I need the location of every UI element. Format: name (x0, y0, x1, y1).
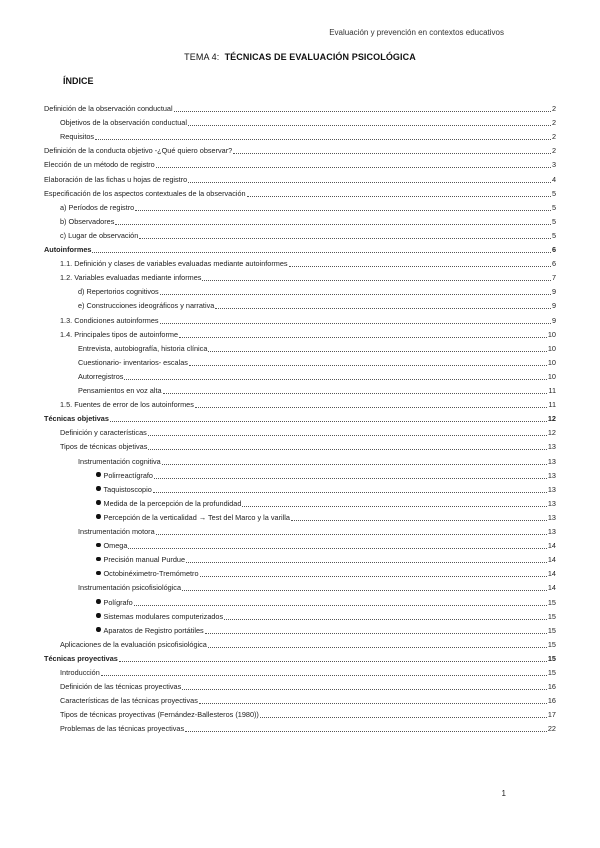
dot-leader (208, 647, 547, 648)
toc-entry-text: Sistemas modulares computerizados (103, 611, 224, 621)
dot-leader (195, 407, 548, 408)
toc-entry[interactable] (96, 596, 556, 608)
toc-entry-title (78, 527, 155, 537)
toc-entry-page: 13 (547, 498, 556, 508)
toc-entry-text: Características de las técnicas proyectivas (60, 696, 198, 706)
dot-leader (205, 633, 547, 634)
toc-entry[interactable] (78, 455, 556, 467)
bullet-icon (96, 571, 101, 576)
toc-entry[interactable] (44, 158, 556, 170)
toc-entry[interactable] (60, 694, 556, 706)
toc-entry-text: Polígrafo (103, 597, 133, 607)
toc-entry-page: 13 (547, 442, 556, 452)
toc-entry-title (44, 654, 118, 664)
title-prefix: TEMA 4: (184, 52, 220, 62)
dot-leader (119, 661, 547, 662)
toc-entry-text: Técnicas proyectivas (44, 653, 118, 663)
toc-entry-page: 5 (551, 202, 556, 212)
toc-entry-page: 15 (547, 653, 556, 663)
toc-entry-page: 16 (547, 696, 556, 706)
toc-entry-text: Problemas de las técnicas proyectivas (60, 724, 185, 734)
toc-entry-title (60, 710, 259, 720)
toc-entry-page: 13 (547, 512, 556, 522)
toc-entry[interactable] (44, 187, 556, 199)
toc-entry-page: 10 (547, 343, 556, 353)
toc-entry-text: 1.4. Principales tipos de autoinforme (60, 329, 179, 339)
toc-entry-text: Tipos de técnicas objetivas (60, 442, 148, 452)
dot-leader (242, 506, 546, 507)
toc-entry-page: 15 (547, 668, 556, 677)
toc-entry-title (60, 640, 207, 650)
toc-entry[interactable] (78, 356, 556, 368)
toc-entry[interactable] (96, 469, 556, 481)
toc-entry-title (78, 344, 207, 354)
toc-entry-page: 15 (547, 639, 556, 649)
toc-entry-title (60, 400, 194, 410)
toc-entry-text: Elaboración de las fichas u hojas de registro (44, 174, 188, 184)
toc-entry-page: 10 (547, 371, 556, 381)
toc-entry-page: 13 (547, 484, 556, 494)
toc-entry[interactable] (96, 624, 556, 636)
dot-leader (110, 421, 547, 422)
toc-entry[interactable] (60, 215, 556, 227)
toc-entry-page: 10 (547, 357, 556, 367)
toc-entry-page: 6 (551, 245, 556, 254)
toc-entry-text: c) Lugar de observación (60, 230, 139, 240)
toc-entry-text: 1.3. Condiciones autoinformes (60, 315, 159, 325)
toc-entry-text: Autorregistros (78, 371, 124, 381)
toc-entry-page: 5 (551, 188, 556, 198)
toc-entry[interactable] (60, 722, 556, 734)
bullet-icon (96, 514, 101, 519)
toc-entry[interactable] (96, 511, 556, 523)
dot-leader (179, 337, 547, 338)
toc-entry[interactable] (60, 328, 556, 340)
toc-entry-title (60, 696, 198, 706)
dot-leader (95, 139, 551, 140)
toc-entry[interactable] (96, 483, 556, 495)
toc-entry[interactable] (44, 144, 556, 156)
toc-entry-text: Tipos de técnicas proyectivas (Fernández-Ballesteros (1980)) (60, 710, 259, 720)
toc-entry-text: a) Períodos de registro (60, 202, 135, 212)
toc-entry[interactable] (60, 201, 556, 213)
toc-entry-title (60, 231, 138, 241)
toc-entry-text: Aplicaciones de la evaluación psicofisiológica (60, 639, 207, 649)
toc-entry-title (44, 189, 246, 199)
dot-leader (156, 534, 547, 535)
bullet-icon (96, 557, 101, 562)
toc-entry-text: Técnicas objetivas (44, 414, 109, 424)
toc-entry-text: Introducción (60, 668, 100, 677)
dot-leader (289, 266, 551, 267)
toc-entry-title (60, 668, 100, 678)
toc-entry-page: 17 (547, 710, 556, 720)
dot-leader (139, 238, 551, 239)
toc-entry-text: Elección de un método de registro (44, 160, 155, 170)
toc-entry-title (44, 414, 109, 424)
toc-entry-text: 1.1. Definición y clases de variables evaluadas mediante autoinformes (60, 259, 288, 269)
toc-entry-text: Entrevista, autobiografía, historia clínica (78, 343, 208, 353)
dot-leader (162, 464, 547, 465)
toc-entry-title (44, 175, 187, 185)
toc-entry[interactable] (60, 130, 556, 142)
toc-entry-title (60, 203, 134, 213)
toc-entry-title (60, 682, 181, 692)
dot-leader (124, 379, 546, 380)
toc-entry-title (60, 132, 94, 142)
toc-entry-text: Especificación de los aspectos contextuales de la observación (44, 188, 246, 198)
toc-entry-page: 7 (551, 273, 556, 283)
dot-leader (153, 492, 547, 493)
toc-entry-title (60, 330, 178, 340)
bullet-icon (96, 613, 101, 618)
dot-leader (224, 619, 547, 620)
toc-entry-page: 22 (547, 724, 556, 734)
dot-leader (189, 365, 547, 366)
bullet-icon (96, 599, 101, 604)
toc-entry-text: Cuestionario- inventarios- escalas (78, 357, 188, 367)
toc-entry-title (96, 541, 127, 551)
toc-entry-title (96, 569, 199, 579)
bullet-icon (96, 500, 101, 505)
toc-entry[interactable] (60, 398, 556, 410)
toc-entry-title (78, 287, 159, 297)
toc-entry-page: 5 (551, 230, 556, 240)
toc-entry[interactable] (60, 680, 556, 692)
toc-entry-page: 15 (547, 611, 556, 621)
dot-leader (188, 182, 551, 183)
toc-entry[interactable] (60, 271, 556, 283)
bullet-icon (96, 486, 101, 491)
toc-entry[interactable] (96, 539, 556, 551)
toc-entry[interactable] (60, 426, 556, 438)
toc-entry-page: 9 (551, 315, 556, 325)
toc-entry-text: Autoinformes (44, 245, 92, 254)
toc-entry-text: e) Construcciones ideográficos y narrativa (78, 301, 215, 311)
dot-leader (148, 449, 547, 450)
toc-entry-page: 4 (551, 174, 556, 184)
toc-entry-page: 16 (547, 682, 556, 692)
toc-entry-title (60, 724, 184, 734)
toc-entry[interactable] (78, 370, 556, 382)
dot-leader (154, 478, 547, 479)
toc-entry-title (60, 316, 159, 326)
toc-entry-page: 5 (551, 216, 556, 226)
toc-entry[interactable] (96, 610, 556, 622)
toc-entry-page: 13 (547, 456, 556, 466)
toc-entry-page: 6 (551, 259, 556, 269)
toc-entry-title (44, 104, 173, 114)
toc-entry-page: 2 (551, 104, 556, 113)
index-heading: ÍNDICE (63, 76, 94, 86)
toc-entry-page: 14 (547, 555, 556, 565)
toc-entry[interactable] (60, 666, 556, 678)
toc-entry[interactable] (60, 440, 556, 452)
toc-entry[interactable] (60, 708, 556, 720)
toc-entry-title (96, 485, 152, 495)
toc-entry-page: 3 (551, 160, 556, 170)
toc-entry-title (44, 160, 155, 170)
toc-entry-title (44, 146, 232, 156)
dot-leader (101, 675, 547, 676)
toc-entry-text: Requisitos (60, 132, 95, 142)
toc-entry-page: 12 (547, 414, 556, 424)
dot-leader (199, 703, 547, 704)
toc-entry[interactable] (96, 553, 556, 565)
toc-entry-text: Precisión manual Purdue (103, 555, 186, 565)
dot-leader (215, 308, 551, 309)
toc-entry[interactable] (44, 102, 556, 114)
dot-leader (260, 717, 547, 718)
dot-leader (188, 125, 551, 126)
toc-entry[interactable] (78, 525, 556, 537)
toc-entry-page: 13 (547, 527, 556, 536)
toc-entry-title (96, 612, 223, 622)
running-head: Evaluación y prevención en contextos educativos (329, 28, 504, 37)
toc-entry-page: 11 (548, 400, 556, 410)
toc-entry[interactable] (44, 652, 556, 664)
toc-entry[interactable] (78, 299, 556, 311)
toc-entry-text: Instrumentación motora (78, 527, 155, 536)
toc-entry-text: Instrumentación cognitiva (78, 456, 161, 466)
toc-entry-text: Objetivos de la observación conductual (60, 118, 187, 128)
toc-entry-text: Percepción de la verticalidad → Test del Marco y la varilla (103, 512, 290, 522)
toc-entry-text: Taquistoscopio (103, 484, 152, 494)
toc-entry[interactable] (78, 384, 556, 396)
toc-entry-title (60, 428, 147, 438)
dot-leader (134, 605, 547, 606)
page-title (0, 52, 600, 62)
dot-leader (200, 576, 547, 577)
toc-entry-text: Definición de la observación conductual (44, 104, 173, 113)
toc-entry-title (78, 583, 181, 593)
dot-leader (160, 294, 551, 295)
bullet-icon (96, 627, 101, 632)
toc-entry[interactable] (78, 285, 556, 297)
toc-entry-text: b) Observadores (60, 216, 115, 226)
toc-entry-title (78, 457, 161, 467)
toc-entry-text: Medida de la percepción de la profundidad (103, 498, 242, 508)
dot-leader (247, 196, 551, 197)
toc-entry-title (60, 273, 201, 283)
dot-leader (92, 252, 551, 253)
toc-entry[interactable] (60, 229, 556, 241)
toc-entry-text: Instrumentación psicofisiológica (78, 583, 182, 593)
dot-leader (182, 689, 547, 690)
toc-entry-page: 15 (547, 597, 556, 607)
toc-entry[interactable] (78, 342, 556, 354)
toc-entry-title (96, 555, 185, 565)
title-main: TÉCNICAS DE EVALUACIÓN PSICOLÓGICA (224, 52, 416, 62)
toc-entry[interactable] (44, 173, 556, 185)
toc-entry[interactable] (96, 567, 556, 579)
toc-entry-title (96, 626, 204, 636)
toc-entry-text: Octobinéximetro-Tremómetro (103, 569, 199, 579)
dot-leader (128, 548, 546, 549)
toc-entry[interactable] (60, 116, 556, 128)
toc-entry-title (78, 301, 214, 311)
toc-entry-page: 14 (547, 569, 556, 579)
toc-entry-text: Definición y características (60, 428, 147, 438)
toc-entry-title (78, 358, 188, 368)
toc-entry-text: d) Repertorios cognitivos (78, 287, 159, 297)
toc-entry-text: Definición de las técnicas proyectivas (60, 682, 182, 692)
dot-leader (233, 153, 551, 154)
toc-entry-page: 10 (547, 329, 556, 339)
dot-leader (115, 224, 551, 225)
toc-entry-title (60, 118, 187, 128)
toc-entry[interactable] (60, 314, 556, 326)
toc-entry-page: 2 (551, 146, 556, 156)
bullet-icon (96, 543, 101, 548)
toc-entry-text: Polirreactígrafo (103, 470, 153, 480)
toc-entry-page: 9 (551, 287, 556, 297)
toc-entry[interactable] (96, 497, 556, 509)
toc-entry-page: 11 (548, 386, 556, 395)
dot-leader (182, 590, 547, 591)
toc-entry[interactable] (44, 412, 556, 424)
dot-leader (148, 435, 547, 436)
dot-leader (186, 562, 547, 563)
toc-entry[interactable] (78, 581, 556, 593)
toc-entry-text: Pensamientos en voz alta (78, 386, 162, 395)
dot-leader (291, 520, 547, 521)
toc-entry-page: 13 (547, 470, 556, 480)
toc-entry[interactable] (60, 257, 556, 269)
toc-entry-title (60, 217, 114, 227)
toc-entry-title (60, 259, 288, 269)
toc-entry-page: 15 (547, 625, 556, 635)
toc-entry-text: Aparatos de Registro portátiles (103, 625, 204, 635)
toc-entry-page: 2 (551, 132, 556, 142)
dot-leader (160, 323, 551, 324)
toc-entry-page: 12 (547, 428, 556, 438)
dot-leader (174, 111, 551, 112)
dot-leader (156, 167, 551, 168)
dot-leader (202, 280, 551, 281)
bullet-icon (96, 472, 101, 477)
toc-entry-title (60, 442, 147, 452)
toc-entry-page: 9 (551, 301, 556, 311)
toc-entry-page: 2 (551, 118, 556, 128)
dot-leader (163, 393, 548, 394)
toc-entry-page: 14 (547, 541, 556, 551)
dot-leader (208, 351, 546, 352)
toc-entry-title (96, 513, 290, 523)
toc-entry-text: Omega (103, 541, 128, 551)
toc-entry-title (96, 471, 153, 481)
toc-entry-text: 1.5. Fuentes de error de los autoinformes (60, 400, 194, 410)
toc-entry-title (78, 386, 162, 396)
toc-entry-title (96, 598, 133, 608)
dot-leader (185, 731, 547, 732)
page-number: 1 (501, 789, 506, 798)
toc-entry[interactable] (44, 243, 556, 255)
toc-entry-title (78, 372, 123, 382)
dot-leader (135, 210, 551, 211)
toc-entry[interactable] (60, 638, 556, 650)
toc-entry-page: 14 (547, 583, 556, 593)
toc-entry-text: Definición de la conducta objetivo -¿Qué quiero observar? (44, 146, 233, 156)
toc-entry-text: 1.2. Variables evaluadas mediante informes (60, 273, 202, 283)
toc-entry-title (44, 245, 91, 255)
toc-entry-title (96, 499, 241, 509)
